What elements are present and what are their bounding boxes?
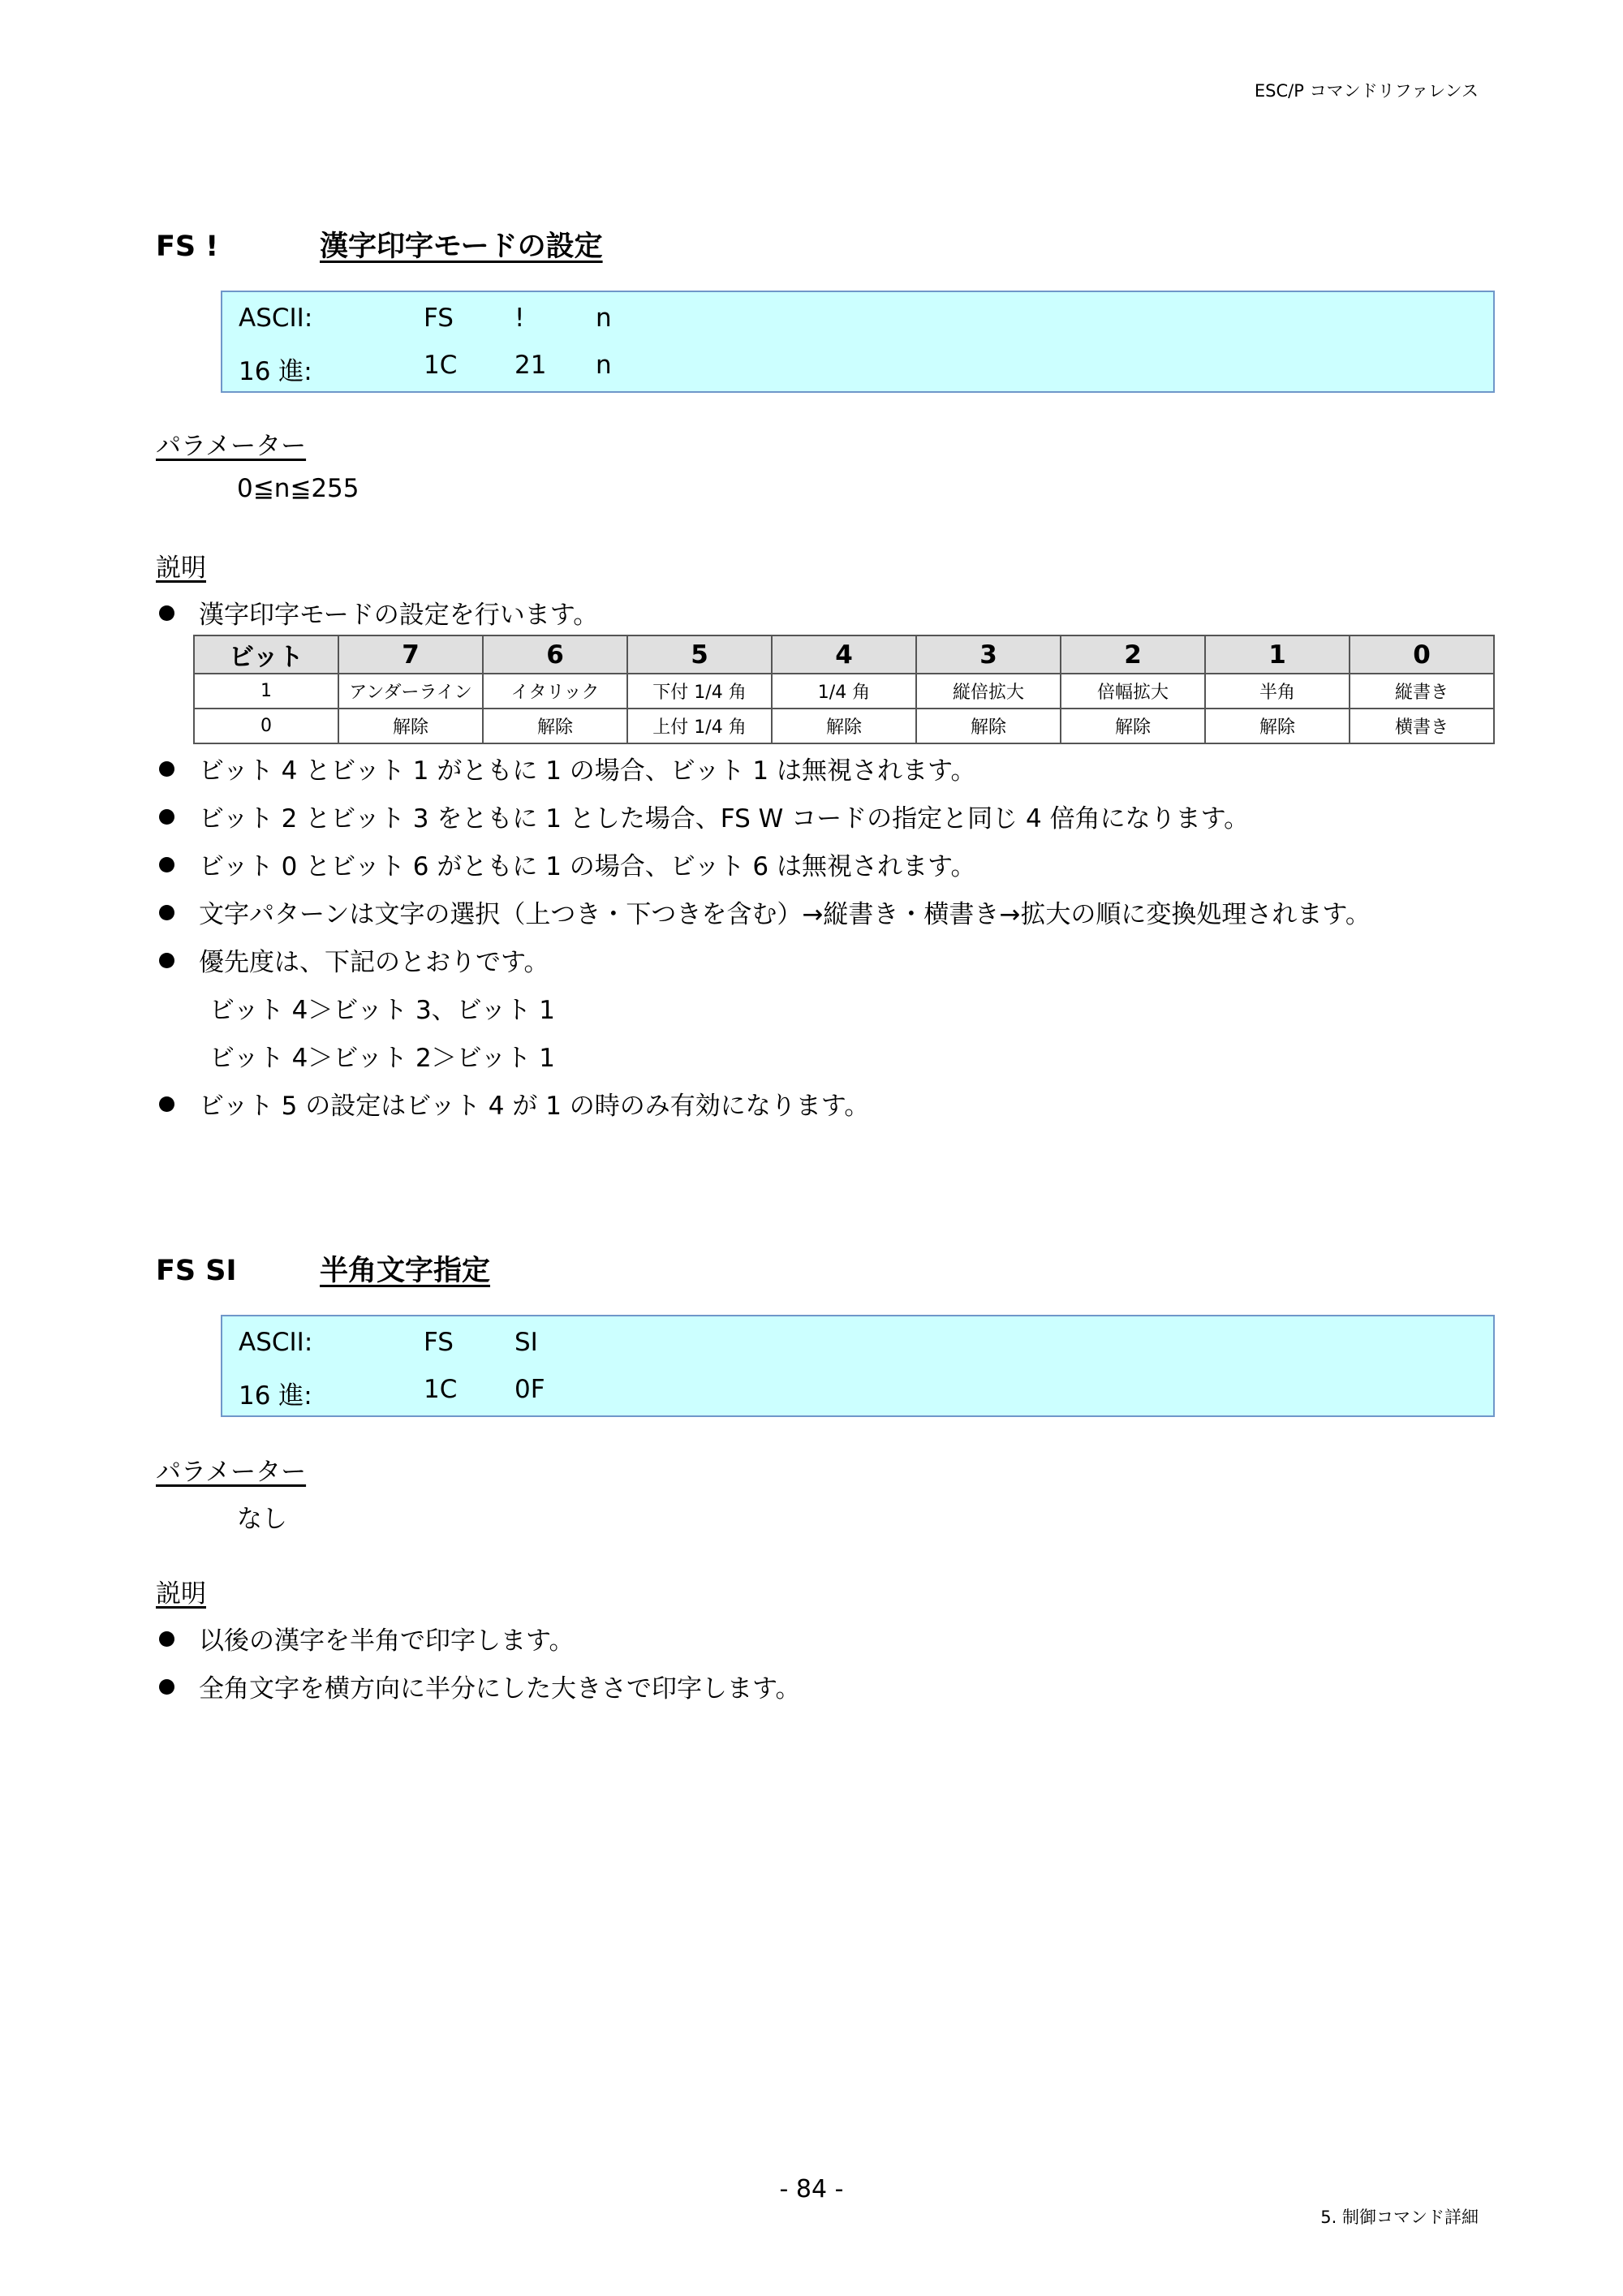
parameter-heading: パラメーター xyxy=(156,432,307,461)
bullet-item: ビット 4 とビット 1 がともに 1 の場合、ビット 1 は無視されます。 xyxy=(159,750,976,786)
bullet-item: ビット 5 の設定はビット 4 が 1 の時のみ有効になります。 xyxy=(159,1085,869,1122)
hex-code-1: 1C xyxy=(424,1375,458,1404)
hex-label: 16 進: xyxy=(239,357,312,386)
priority-line: ビット 4＞ビット 3、ビット 1 xyxy=(209,996,556,1025)
table-cell: 1 xyxy=(194,674,338,709)
table-header-cell: 6 xyxy=(483,635,627,674)
table-header-cell: 7 xyxy=(338,635,483,674)
table-cell: 0 xyxy=(194,709,338,743)
description-heading: 説明 xyxy=(156,1579,206,1609)
parameter-value: なし xyxy=(237,1505,287,1534)
ascii-code-3: n xyxy=(596,304,612,333)
parameter-value: 0≦n≦255 xyxy=(237,474,359,503)
ascii-code-1: FS xyxy=(424,304,454,333)
bullet-dot-icon xyxy=(159,905,174,920)
ascii-code-2: ! xyxy=(514,304,525,333)
bullet-dot-icon xyxy=(159,1679,174,1695)
hex-label: 16 進: xyxy=(239,1381,312,1411)
bullet-item: ビット 0 とビット 6 がともに 1 の場合、ビット 6 は無視されます。 xyxy=(159,846,976,882)
table-cell: 下付 1/4 角 xyxy=(627,674,772,709)
table-header-cell: 2 xyxy=(1061,635,1205,674)
table-cell: 解除 xyxy=(483,709,627,743)
running-header: ESC/P コマンドリファレンス xyxy=(1254,81,1479,101)
table-cell: 縦書き xyxy=(1350,674,1494,709)
bullet-dot-icon xyxy=(159,761,174,777)
command-name: FS SI xyxy=(156,1255,237,1287)
ascii-code-1: FS xyxy=(424,1328,454,1357)
section-title-fs-si xyxy=(156,1248,490,1289)
hex-code-1: 1C xyxy=(424,351,458,380)
table-cell: 解除 xyxy=(1205,709,1350,743)
table-header-cell: 5 xyxy=(627,635,772,674)
table-cell: 解除 xyxy=(1061,709,1205,743)
table-cell: 上付 1/4 角 xyxy=(627,709,772,743)
table-cell: イタリック xyxy=(483,674,627,709)
running-footer: 5. 制御コマンド詳細 xyxy=(1320,2208,1479,2227)
bullet-item: 漢字印字モードの設定を行います。 xyxy=(159,594,598,631)
table-cell: 解除 xyxy=(916,709,1061,743)
bullet-dot-icon xyxy=(159,1631,174,1647)
table-header-row xyxy=(194,635,1494,674)
hex-code-2: 21 xyxy=(514,351,547,380)
table-cell: 縦倍拡大 xyxy=(916,674,1061,709)
table-header-cell: 0 xyxy=(1350,635,1494,674)
table-row xyxy=(194,674,1494,709)
table-header-cell: 1 xyxy=(1205,635,1350,674)
ascii-label: ASCII: xyxy=(239,304,313,333)
priority-line: ビット 4＞ビット 2＞ビット 1 xyxy=(209,1044,556,1073)
table-cell: 半角 xyxy=(1205,674,1350,709)
table-cell: 1/4 角 xyxy=(772,674,916,709)
ascii-label: ASCII: xyxy=(239,1328,313,1357)
table-row xyxy=(194,709,1494,743)
command-code-box xyxy=(221,291,1495,393)
bullet-dot-icon xyxy=(159,857,174,872)
section-title-fs-exclaim xyxy=(156,224,603,265)
bullet-item: 以後の漢字を半角で印字します。 xyxy=(159,1620,575,1656)
page-number: - 84 - xyxy=(779,2175,844,2203)
table-header-cell: 3 xyxy=(916,635,1061,674)
command-name: FS ! xyxy=(156,230,219,263)
bullet-item: 全角文字を横方向に半分にした大きさで印字します。 xyxy=(159,1668,801,1704)
table-cell: 倍幅拡大 xyxy=(1061,674,1205,709)
table-cell: 解除 xyxy=(772,709,916,743)
table-header-cell: ビット xyxy=(194,635,338,674)
bullet-dot-icon xyxy=(159,605,174,621)
hex-code-2: 0F xyxy=(514,1375,545,1404)
bullet-item: 優先度は、下記のとおりです。 xyxy=(159,941,549,978)
table-cell: アンダーライン xyxy=(338,674,483,709)
table-header-cell: 4 xyxy=(772,635,916,674)
parameter-heading: パラメーター xyxy=(156,1458,307,1487)
ascii-code-2: SI xyxy=(514,1328,538,1357)
bit-table xyxy=(193,635,1495,744)
command-code-box xyxy=(221,1315,1495,1417)
command-title: 漢字印字モードの設定 xyxy=(320,230,603,263)
bullet-dot-icon xyxy=(159,953,174,968)
table-cell: 解除 xyxy=(338,709,483,743)
bullet-item: ビット 2 とビット 3 をともに 1 とした場合、FS W コードの指定と同じ 4 倍角になります。 xyxy=(159,798,1249,834)
bullet-dot-icon xyxy=(159,1096,174,1112)
description-heading: 説明 xyxy=(156,554,206,583)
hex-code-3: n xyxy=(596,351,612,380)
table-cell: 横書き xyxy=(1350,709,1494,743)
command-title: 半角文字指定 xyxy=(320,1255,491,1287)
bullet-item: 文字パターンは文字の選択（上つき・下つきを含む）→縦書き・横書き→拡大の順に変換処理されます。 xyxy=(159,894,1371,930)
bullet-dot-icon xyxy=(159,809,174,825)
